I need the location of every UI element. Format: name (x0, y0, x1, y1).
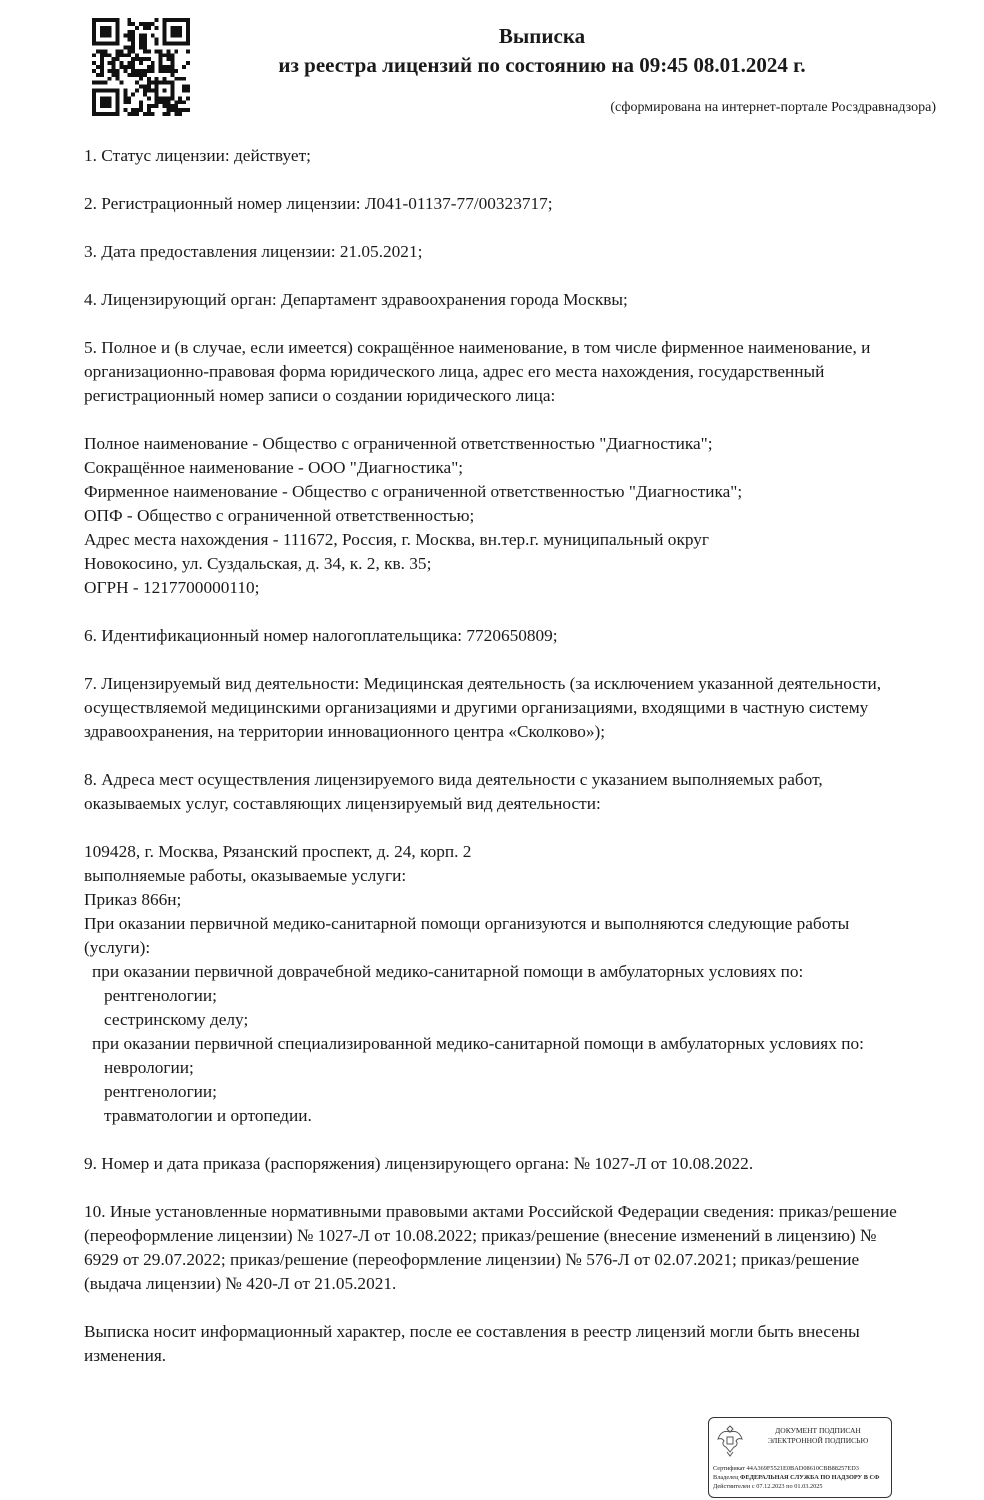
document-body (84, 144, 914, 1368)
qr-code (92, 18, 190, 116)
ogrn: ОГРН - 1217700000110; (84, 578, 260, 597)
item-license-status: 1. Статус лицензии: действует; (84, 146, 311, 165)
item-issue-date: 3. Дата предоставления лицензии: 21.05.2021; (84, 242, 423, 261)
certificate-row (713, 1464, 889, 1473)
item-legal-entity: 5. Полное и (в случае, если имеется) сокращённое наименование, в том числе фирменное наименование, и организационно-правовая форма юридического лица, адрес его места нахождения, государственный регистрационный номер записи о создании юридического лица: (84, 338, 871, 405)
address-line-2: Новокосино, ул. Суздальская, д. 34, к. 2, кв. 35; (84, 554, 432, 573)
service-item: сестринскому делу; (104, 1010, 249, 1029)
item-other-info: 10. Иные установленные нормативными правовыми актами Российской Федерации сведения: приказ/решение (переоформление лицензии) № 1027-Л от 10.08.2022; приказ/решение (внесение изменений в лицензию) № 6929 от 29.07.2022; приказ/решение (переоформление лицензии) № 576-Л от 02.07.2021; приказ/решение (выдача лицензии) № 420-Л от 21.05.2021. (84, 1202, 897, 1293)
owner-name: ФЕДЕРАЛЬНАЯ СЛУЖБА ПО НАДЗОРУ В СФ (740, 1474, 880, 1481)
service-item: неврологии; (104, 1058, 194, 1077)
brand-name: Фирменное наименование - Общество с ограниченной ответственностью "Диагностика"; (84, 482, 743, 501)
short-name: Сокращённое наименование - ООО "Диагностика"; (84, 458, 464, 477)
order-ref: Приказ 866н; (84, 890, 182, 909)
stamp-details (713, 1464, 889, 1491)
disclaimer: Выписка носит информационный характер, после ее составления в реестр лицензий могли быть внесены изменения. (84, 1322, 860, 1365)
owner-label: Владелец (713, 1474, 739, 1481)
stamp-line-1: ДОКУМЕНТ ПОДПИСАН (775, 1426, 861, 1435)
service-item: рентгенологии; (104, 986, 217, 1005)
validity-row: Действителен с 07.12.2023 по 01.03.2025 (713, 1483, 823, 1490)
legal-form: ОПФ - Общество с ограниченной ответственностью; (84, 506, 475, 525)
cert-label: Сертификат (713, 1465, 746, 1472)
item-activity-addresses: 8. Адреса мест осуществления лицензируемого вида деятельности с указанием выполняемых работ, оказываемых услуг, составляющих лицензируемый вид деятельности: (84, 770, 823, 813)
service-item: рентгенологии; (104, 1082, 217, 1101)
item-inn: 6. Идентификационный номер налогоплательщика: 7720650809; (84, 626, 558, 645)
stamp-line-2: ЭЛЕКТРОННОЙ ПОДПИСЬЮ (767, 1436, 869, 1445)
portal-note: (сформирована на интернет-портале Росздравнадзора) (610, 100, 936, 115)
full-name: Полное наименование - Общество с ограниченной ответственностью "Диагностика"; (84, 434, 713, 453)
emblem-icon (715, 1422, 745, 1458)
cert-number: 44A369F5521E0BAD08610CBB88257ED3 (746, 1465, 859, 1472)
works-heading: выполняемые работы, оказываемые услуги: (84, 866, 407, 885)
activity-address: 109428, г. Москва, Рязанский проспект, д. 24, корп. 2 (84, 842, 472, 861)
title-line-1: Выписка (498, 24, 586, 48)
stamp-title (749, 1426, 887, 1446)
e-signature-stamp (708, 1417, 892, 1498)
item-licensing-authority: 4. Лицензирующий орган: Департамент здравоохранения города Москвы; (84, 290, 628, 309)
title-line-2: из реестра лицензий по состоянию на 09:45 08.01.2024 г. (278, 53, 806, 77)
specialized-care-text: при оказании первичной специализированной медико-санитарной помощи в амбулаторных условиях по: (92, 1034, 864, 1053)
item-activity-type: 7. Лицензируемый вид деятельности: Медицинская деятельность (за исключением указанной деятельности, осуществляемой медицинскими организациями и другими организациями, входящими в частную систему здравоохранения, на территории инновационного центра «Сколково»); (84, 674, 882, 741)
document-title (200, 22, 884, 80)
item-order-number: 9. Номер и дата приказа (распоряжения) лицензирующего органа: № 1027-Л от 10.08.2022. (84, 1154, 754, 1173)
owner-row (713, 1473, 889, 1482)
primary-care-text: При оказании первичной медико-санитарной помощи организуются и выполняются следующие работы (услуги): (84, 914, 850, 957)
prehospital-care-text: при оказании первичной доврачебной медико-санитарной помощи в амбулаторных условиях по: (92, 962, 804, 981)
address-line-1: Адрес места нахождения - 111672, Россия, г. Москва, вн.тер.г. муниципальный округ (84, 530, 709, 549)
service-item: травматологии и ортопедии. (104, 1106, 312, 1125)
item-registration-number: 2. Регистрационный номер лицензии: Л041-01137-77/00323717; (84, 194, 553, 213)
